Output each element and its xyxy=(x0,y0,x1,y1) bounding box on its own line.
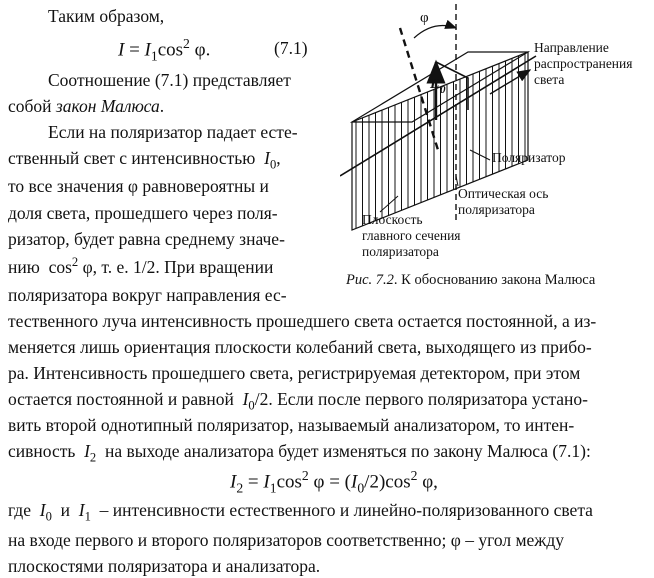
text-line: где $I_0$ и $I_1$ – интенсивности естественного и линейно-поляризованного света xyxy=(8,500,593,524)
equation-analyzer: $I_2 = I_1\cos^2$ $\varphi = (I_0/2)\cos^2$ φ, xyxy=(230,468,438,496)
direction-label-line2: распространения xyxy=(534,56,633,71)
optical-axis-label-line2: поляризатора xyxy=(458,202,535,217)
polarizer-diagram xyxy=(340,0,654,300)
text-line: доля света, прошедшего через поля- xyxy=(8,203,278,223)
figure-caption: Рис. 7.2. К обоснованию закона Малюса xyxy=(346,272,596,288)
plane-label-line2: главного сечения xyxy=(362,228,461,243)
text-line: тественного луча интенсивность прошедшего света остается постоянной, а из- xyxy=(8,311,597,331)
phi-arc xyxy=(414,26,456,38)
plane-label-line1: Плоскость xyxy=(362,212,423,227)
text-line: плоскостями поляризатора и анализатора. xyxy=(8,556,321,576)
equation-7-1: $I = I_1\cos^2$ φ. xyxy=(118,36,211,64)
text-line: ственный свет с интенсивностью $I_0$, xyxy=(8,148,281,172)
text-line: то все значения φ равновероятны и xyxy=(8,176,269,196)
direction-arrow xyxy=(490,70,530,94)
optical-axis-label-line1: Оптическая ось xyxy=(458,186,549,201)
text-line: меняется лишь ориентация плоскости колебаний света, выходящего из прибо- xyxy=(8,337,592,357)
direction-label-line1: Направление xyxy=(534,40,609,55)
text-line: ра. Интенсивность прошедшего света, регистрируемая детектором, при этом xyxy=(8,363,581,383)
text-line: собой закон Малюса. xyxy=(8,96,165,116)
text-line: остается постоянной и равной $I_0/2$. Если после первого поляризатора устано- xyxy=(8,389,589,413)
text-line: Если на поляризатор падает есте- xyxy=(48,122,298,142)
e0-label: $E_0$ xyxy=(430,76,446,96)
text-line: ризатор, будет равна среднему значе- xyxy=(8,229,285,249)
text-line: Таким образом, xyxy=(48,6,165,26)
plane-label-line3: поляризатора xyxy=(362,244,439,259)
direction-label-line3: света xyxy=(534,72,565,87)
phi-label: φ xyxy=(420,10,429,26)
text-line: на входе первого и второго поляризаторов соответственно; φ – угол между xyxy=(8,530,565,550)
text-line: вить второй однотипный поляризатор, называемый анализатором, то интен- xyxy=(8,415,575,435)
text-line: сивность $I_2$ на выходе анализатора будет изменяться по закону Малюса (7.1): xyxy=(8,441,591,465)
equation-number: (7.1) xyxy=(274,38,308,58)
text-line: нию $\cos^2 \varphi$, т. е. 1/2. При вращении xyxy=(8,255,274,277)
text-line: Соотношение (7.1) представляет xyxy=(48,70,291,90)
text-line: поляризатора вокруг направления ес- xyxy=(8,285,287,305)
figure-7-2 xyxy=(340,0,654,300)
polarizer-label: Поляризатор xyxy=(492,150,566,165)
